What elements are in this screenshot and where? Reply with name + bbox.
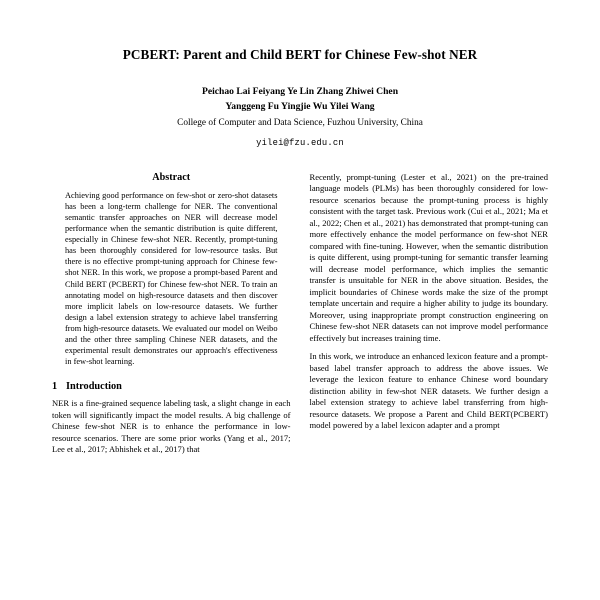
affiliation: College of Computer and Data Science, Fuzhou University, China xyxy=(177,117,423,128)
right-paragraph-1: Recently, prompt-tuning (Lester et al., 2021) on the pre-trained language models (PLMs) has been thoroughly considered for low-resource scenarios because the prompt-tuning process is highly consistent with the target task. Previous work (Cui et al., 2021; Ma et al., 2022; Chen et al., 2021) has demonstrated that prompt-tuning can more effectively enhance the model performance on few-shot NER compared with fine-tuning. However, when the semantic distribution is quite different, using prompt-tuning for semantic transfer learning will decrease model performance, which implies the semantic transfer is unsuitable for NER in the above situation. Besides, the implicit boundaries of Chinese words make the size of the prompt template uncertain and require a higher ability to judge its boundary. Moreover, using inappropriate prompt construction engineering on Chinese few-shot NER datasets can not improve model performance effectively but increases training time. xyxy=(309,171,548,343)
authors-row-1: Peichao Lai Feiyang Ye Lin Zhang Zhiwei Chen xyxy=(201,86,399,98)
right-paragraph-2: In this work, we introduce an enhanced lexicon feature and a prompt-based label transfer approach to address the above issues. We leverage the lexicon feature to enhance Chinese word boundary distinction ability in few-shot NER datasets. We further design a label extension strategy to achieve label transferring from high-resource datasets. We propose a Parent and Child BERT(PCBERT) model powered by a label lexicon adapter and a prompt xyxy=(309,351,548,430)
contact-email[interactable]: yilei@fzu.edu.cn xyxy=(256,137,344,148)
page-title: PCBERT: Parent and Child BERT for Chinese Few-shot NER xyxy=(122,47,478,62)
intro-paragraph-1: NER is a fine-grained sequence labeling task, a slight change in each token will significantly impact the model results. A big challenge of Chinese few-shot NER is to enhance the performance in low-resource scenarios. There are some prior works (Yang et al., 2017; Lee et al., 2017; Abhishek et al., 2017) that xyxy=(52,398,291,455)
left-column xyxy=(52,172,291,456)
two-column-body xyxy=(52,172,548,456)
section-number: 1 xyxy=(52,381,58,393)
authors-row-2: Yanggeng Fu Yingjie Wu Yilei Wang xyxy=(225,101,375,113)
abstract-heading: Abstract xyxy=(152,171,191,183)
right-column xyxy=(310,172,549,456)
section-title: Introduction xyxy=(66,381,122,393)
section-heading-introduction xyxy=(52,381,291,392)
abstract-text: Achieving good performance on few-shot or zero-shot datasets has been a long-term challenge for NER. The conventional semantic transfer approaches on NER will decrease model performance when the semantic distribution is quite different, especially in Chinese few-shot NER. Recently, prompt-tuning has been thoroughly considered for low-resource tasks. But there is no effective prompt-tuning approach for Chinese few-shot NER. In this work, we propose a prompt-based Parent and Child BERT (PCBERT) for Chinese few-shot NER. To train an annotating model on high-resource datasets and then discover more implicit labels on low-resource datasets. We further design a label extension strategy to achieve label transferring from high-resource datasets. We evaluated our model on Weibo and the other three sampling Chinese NER datasets, and the experimental result demonstrates our approach's effectiveness in few-shot learning. xyxy=(65,190,278,367)
